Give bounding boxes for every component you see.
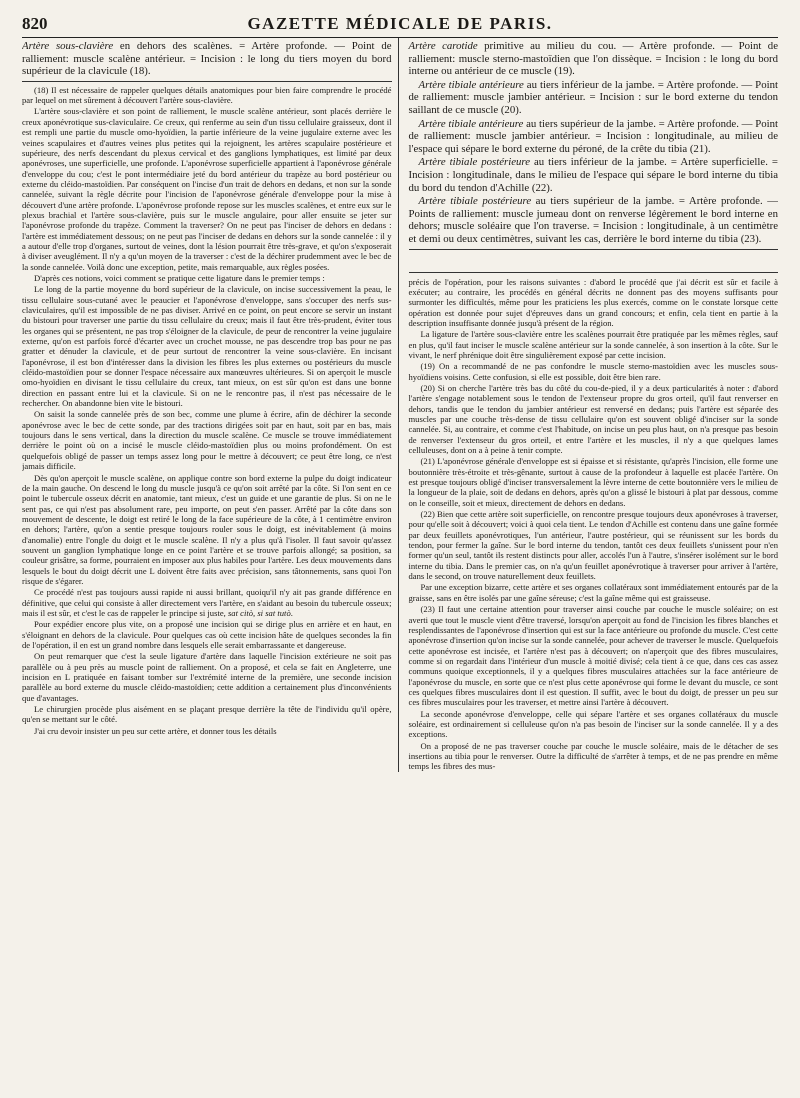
summary-lead: Artère sous-clavière (22, 40, 114, 52)
summary-item (409, 118, 779, 156)
note-paragraph: D'après ces notions, voici comment se pratique cette ligature dans le premier temps : (34, 272, 325, 283)
two-column-body (22, 38, 778, 772)
summary-lead: Artère tibiale postérieure (418, 195, 532, 208)
summary-text: au tiers inférieur de la jambe. = Artère superficielle. = Incision : longitudinale, dans le milieu de l'espace qui sépare le bord interne du tibia du bord du tendon d'Achille (22). (408, 156, 778, 194)
note-paragraph: (22) Bien que cette artère soit superficielle, on rencontre presque toujours deux aponévroses à traverser, pour qu'elle soit à découvert; voici à quoi cela tient. Le tendon d'Achille est contenu dans une gaîne formée par deux feuillets aponévrotiques, l'un antérieur, l'autre postérieur, qui se réunissent sur les bords du tendon, pour fermer la gaîne. Sur le bord interne du tendon, tantôt ces deux feuillets s'unissent pour n'en former qu'un seul, tantôt ils restent distincts pour aller, accolés l'un à l'autre, s'insérer isolément sur le bord interne du tibia. Dans le premier cas, on n'a qu'un feuillet aponévrotique à traverser pour arriver à l'artère, dans le second, on trouve naturellement deux feuillets. (408, 509, 778, 582)
note-paragraph: Pour expédier encore plus vite, on a proposé une incision qui se dirige plus en arrière et en haut, en s'éloignant en dehors de la clavicule. Pour quelques cas où cette incision hâte de quelques secondes la fin de l'opération, il en est un grand nombre dans lesquels elle serait embarrassante et dangereuse. (22, 619, 392, 650)
note-paragraph: On peut remarquer que c'est la seule ligature d'artère dans laquelle l'incision extérieure ne soit pas parallèle ou à peu près au muscle point de ralliement. On a proposé, et cela se fait en Angleterre, une incision en L pratiquée en faisant tomber sur l'extrémité interne de la première, une seconde incision parallèle au bord externe du muscle cléido-mastoïdien; cette addition a certainement plus d'inconvénients que d'avantages. (22, 651, 392, 703)
note-paragraph: Ce procédé n'est pas toujours aussi rapide ni aussi brillant, quoiqu'il n'y ait pas grande différence en définitive, que celui qui consiste à aller directement vers l'artère, en s'aidant au besoin du tubercule osseux; mais il est sûr, et c'est le cas de rappeler le principe si juste, sat citò, si sat tutò. (22, 587, 392, 618)
note-paragraph: (23) Il faut une certaine attention pour traverser ainsi couche par couche le muscle soléaire; on est averti que tout le muscle vient d'être traversé, lorsqu'on aperçoit au fond de l'incision les fibres blanches et resplendissantes de l'aponévrose d'insertion qui est sur la face antérieure ou profonde du muscle. C'est cette aponévrose d'insertion qu'on incise sur la sonde cannelée, pour achever de traverser le muscle. Quelquefois cette aponévrose est incisée, et l'artère n'est pas à découvert; on n'aperçoit que des fibres musculaires, comme si on regardait dans l'intérieur d'un muscle à moitié divisé; cela tient à ce que, dans ces cas assez communs quoique exceptionnels, il y a quelques fibres musculaires attachées sur la face antérieure de l'aponévrose du muscle, en sorte que ce n'est plus cette aponévrose qui forme le devant du muscle, ce sont ces quelques fibres musculaires dont il est question. Il suffit, avec le bout du doigt, de presser un peu sur ces fibres musculaires pour les traverser, et mettre ainsi l'artère à découvert. (408, 604, 778, 708)
note-paragraph: (20) Si on cherche l'artère très bas du côté du cou-de-pied, il y a deux particularités à noter : d'abord l'artère s'engage notablement sous le tendon de l'extenseur propre du gros orteil, qu'il faut renverser en dehors, tandis que le tendon du jambier antérieur est renversé en dedans; puis l'artère est séparée des muscles par une couche très-dense de tissu cellulaire qu'on est souvent obligé d'inciser sur la sonde cannelée. Si, au contraire, et comme c'est l'habitude, on incise un peu plus haut, on n'a presque pas besoin de renverser l'extenseur du gros orteil, et entre l'artère et les muscles, il n'y a que quelques lames celluleuses, dont on a à peine à tenir compte. (408, 382, 778, 455)
note-paragraph: Par une exception bizarre, cette artère et ses organes collatéraux sont immédiatement entourés par de la graisse, sans en être isolés par une gaîne séreuse; c'est la gaîne même qui est graisseuse. (408, 582, 778, 603)
page-number: 820 (22, 14, 48, 33)
summary-item (409, 195, 779, 245)
summary-item (409, 40, 779, 78)
note-paragraph: Le chirurgien procède plus aisément en se plaçant presque derrière la tête de l'individu qu'il opère, qu'en se mettant sur le côté. (22, 704, 392, 725)
left-notes (22, 85, 392, 736)
note-paragraph: Le long de la partie moyenne du bord supérieur de la clavicule, on incise successivement la peau, le tissu cellulaire sous-cutané avec le peaucier et l'aponévrose d'enveloppe, sans s'occuper des nerfs sus-claviculaires, qu'il est impossible de ne pas diviser. Arrivé en ce point, on peut encore se servir un instant du bistouri pour traverser une partie du tissu cellulaire du creux; mais il faut être très-prudent, éviter tous les organes qui se présentent, ne pas trop s'éloigner de la clavicule, de peur de rencontrer la veine jugulaire externe, qu'on est parfois forcé d'écarter avec un crochet mousse, ne pas descendre trop bas pour ne pas gratter et dénuder la clavicule, et de peur surtout de rencontrer la veine sous-clavière. En incisant l'aponévrose, il est bon d'intéresser dans la division les fibres les plus externes ou postérieurs du muscle cléido-mastoïdien pour se donner l'espace nécessaire aux manœuvres ultérieures. Si on aperçoit le muscle omo-hyoïdien en divisant le tissu cellulaire du creux, tant mieux, on est sûr qu'on est dans une bonne direction en passant entre lui et la clavicule. Si on ne le rencontre pas, il n'est pas nécessaire de le rechercher. On abandonne bien vite le bistouri. (22, 284, 392, 409)
summary-lead: Artère tibiale antérieure (418, 78, 524, 91)
right-summary (409, 38, 779, 250)
page-header (22, 14, 778, 38)
note-paragraph: J'ai cru devoir insister un peu sur cette artère, et donner tous les détails (34, 725, 277, 736)
left-summary (22, 38, 392, 82)
right-column (407, 38, 779, 772)
right-notes (409, 272, 779, 772)
note-paragraph: (18) Il est nécessaire de rappeler quelques détails anatomiques pour bien faire comprendre le procédé par lequel on met sûrement à découvert l'artère sous-clavière. (22, 84, 392, 106)
note-paragraph: précis de l'opération, pour les raisons suivantes : d'abord le procédé que j'ai décrit est sûr et facile à exécuter; au contraire, les procédés en général décrits ne donnent pas des moyens suffisants pour surmonter les difficultés, même pour les praticiens les plus exercés, comme on le constate lorsque cette opération est donnée pour sujet d'épreuves dans un grand concours; et enfin, cela tient en partie à la description insuffisante donnée jusqu'à présent de la région. (408, 276, 778, 328)
summary-item (22, 40, 392, 78)
summary-text: en dehors des scalènes. = Artère profonde. — Point de ralliement: muscle scalène antérieur. = Incision : le long du tiers moyen du bord supérieur de la clavicule (18). (22, 40, 392, 78)
summary-text: au tiers supérieur de la jambe. = Artère profonde. — Points de ralliement: muscle jumeau dont on renverse légèrement le bord interne en dehors; muscle soléaire que l'on traverse. = Incision : longitudinale, à un centimètre et demi ou deux centimètres, suivant les cas, derrière le bord interne du tibia (23). (408, 195, 778, 245)
note-paragraph: On a proposé de ne pas traverser couche par couche le muscle soléaire, mais de le détacher de ses insertions au tibia pour le renverser. Outre la difficulté de s'arrêter à temps, et de ne pas prendre en même temps les fibres des mus- (408, 740, 778, 772)
summary-text: primitive au milieu du cou. — Artère profonde. — Point de ralliement: muscle sterno-mastoïdien que l'on dissèque. = Incision : le long du bord interne ou antérieur de ce muscle (19). (408, 40, 778, 78)
summary-item (409, 79, 779, 117)
summary-lead: Artère tibiale antérieure (418, 117, 524, 130)
summary-lead: Artère tibiale postérieure (418, 156, 530, 169)
note-paragraph: La seconde aponévrose d'enveloppe, celle qui sépare l'artère et ses organes collatéraux du muscle soléaire, est ordinairement si celluleuse qu'on n'a pas besoin de l'inciser sur la sonde cannelée. Il y a des exceptions. (408, 708, 778, 740)
note-paragraph: La ligature de l'artère sous-clavière entre les scalènes pourrait être pratiquée par les mêmes règles, sauf en plus, qu'il faut inciser le muscle scalène antérieur sur la sonde cannelée, à son insertion à la côte. Sur le vivant, le nerf phrénique doit être singulièrement exposé par cette incision. (408, 329, 778, 360)
summary-lead: Artère carotide (408, 40, 478, 52)
note-paragraph: Dès qu'on aperçoit le muscle scalène, on applique contre son bord externe la pulpe du doigt indicateur de la main gauche. On descend le long du muscle jusqu'à ce qu'on soit arrêté par la côte. Si l'on sent en ce point le tubercule osseux décrit en anatomie, tant mieux, c'est un guide et une garantie de plus. Si on ne le sent pas, ce qui n'est pas absolument rare, peu importe, on peut s'en passer. Arrêté par la côte dans son mouvement de descente, le doigt est retiré le long de la face supérieure de la côte, à 1 centimètre environ en dehors; l'artère, qu'on a sentie presque toujours rouler sous le doigt, est inévitablement (à moins d'anomalie) entre l'ongle du doigt et le muscle scalène. Il n'y a plus qu'à l'isoler. Il faut savoir qu'assez souvent un ganglion lymphatique longe en ce point l'artère et se trouve parfois allongé; sa position, sa couleur grisâtre, sa forme, pourraient en imposer aux plus habiles pour l'artère. Les deux mouvements dans lesquels le bout du doigt décrit une L doivent être faits avec précision, sans tâtonnements, sans quoi l'on risque de s'égarer. (22, 472, 392, 586)
summary-text: au tiers inférieur de la jambe. = Artère profonde. — Point de ralliement: muscle jambier antérieur. = Incision : sur le bord externe du tendon saillant de ce muscle (20). (408, 78, 778, 116)
left-column (22, 38, 399, 772)
note-paragraph: On saisit la sonde cannelée près de son bec, comme une plume à écrire, afin de déchirer la seconde aponévrose avec le bec de cette sonde, par des tractions dirigées soit par en haut, soit par en bas, mais toujours dans le sens vertical, dans la direction du muscle scalène. Ce muscle se trouve immédiatement derrière le point où on a incisé le muscle cléido-mastoïdien plus ou moins profondément. On est quelquefois obligé de passer un temps assez long pour le mettre à découvert; ce peut être long, ce n'est jamais difficile. (22, 409, 392, 472)
summary-item (409, 156, 779, 194)
note-paragraph: L'artère sous-clavière et son point de ralliement, le muscle scalène antérieur, sont placés derrière le creux aponévrotique sus-claviculaire. Ce creux, qui renferme au sein d'un tissu cellulaire graisseux, dont il est rempli une partie du muscle omo-hyoïdien, la partie inférieure de la veine jugulaire externe avec les veines scapulaires et d'autres veines plus petites qui la rejoignent, les artères scapulaire postérieure et supérieure, des nerfs descendant du plexus cervical et des ganglions lymphatiques, est limité par deux aponévroses, une superficielle, une profonde. L'aponévrose superficielle appartient à l'aponévrose générale d'enveloppe du cou; c'est le pont intermédiaire jeté du bord antérieur du trapèze au bord postérieur ou externe du cléido-mastoïdien. Par conséquent on l'incise d'un trait de dehors en dedans, et non sur la sonde cannelée, suivant la règle décrite pour l'incision de l'aponévrose générale d'enveloppe pour la mise à découvert d'une artère profonde. L'aponévrose profonde repose sur les muscles scalènes, et entre eux sur le plexus brachial et l'artère sous-clavière, puis sur le muscle angulaire, pour aller ensuite se jeter sur l'aponévrose profonde du trapèze. Comment la traverser? On ne peut pas l'inciser de dehors en dedans : l'artère est immédiatement dessous; on ne peut pas l'inciser de dedans en dehors sur la sonde cannelée : il y a autour d'elle trop d'organes, surtout de veines, dont la lésion pourrait être très-grave, et qu'on s'exposerait à diviser aveuglément. Il n'y a qu'un moyen de la traverser : c'est de la déchirer prudemment avec le bec de la sonde cannelée. Voilà donc une exception, petite, mais remarquable, aux règles posées. (22, 106, 392, 272)
running-title: GAZETTE MÉDICALE DE PARIS. (247, 14, 553, 33)
summary-text: au tiers supérieur de la jambe. = Artère profonde. — Point de ralliement: muscle jambier antérieur. = Incision : longitudinale, au milieu de l'espace qui sépare le bord externe du péroné, de la crête du tibia (21). (408, 117, 778, 155)
note-paragraph: (19) On a recommandé de ne pas confondre le muscle sterno-mastoïdien avec les muscles sous-hyoïdiens voisins. Cette confusion, si elle est possible, doit être bien rare. (408, 361, 778, 382)
note-paragraph: (21) L'aponévrose générale d'enveloppe est si épaisse et si résistante, qu'après l'incision, elle forme une boutonnière très-étroite et très-gênante, surtout à cause de la profondeur à laquelle est placée l'artère. On est presque toujours obligé d'inciser transversalement la lèvre interne de cette boutonnière vers le milieu de la longueur de la plaie, soit de dedans en dehors, après qu'on a glissé le bistouri à plat par dessous, comme on le conseille, soit et mieux, directement de dehors en dedans. (408, 456, 778, 508)
